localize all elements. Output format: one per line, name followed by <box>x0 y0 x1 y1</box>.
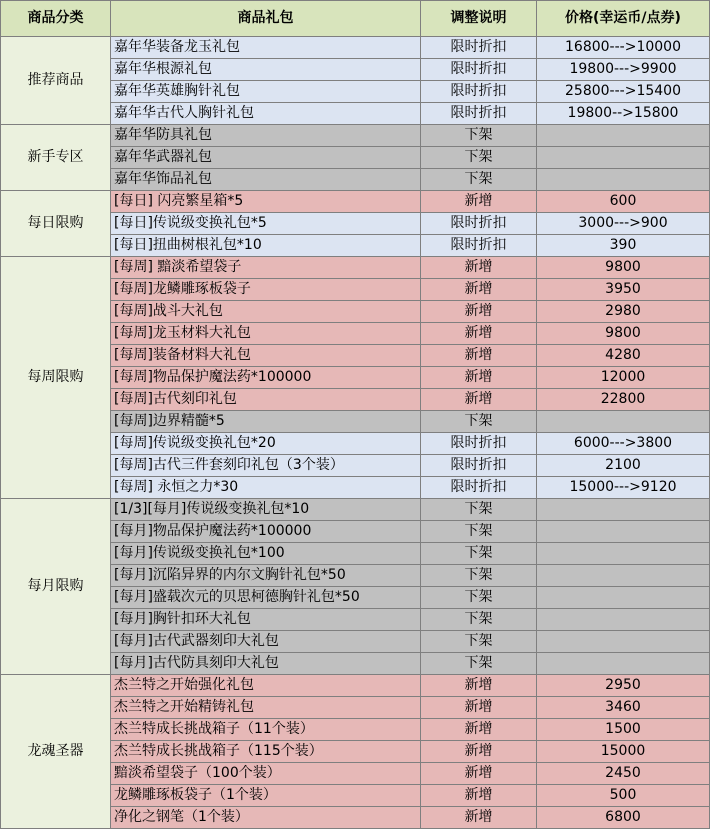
adjustment-note-cell: 新增 <box>421 741 537 763</box>
adjustment-note-cell: 新增 <box>421 257 537 279</box>
price-cell <box>537 499 710 521</box>
package-name-cell: [每月]古代武器刻印大礼包 <box>111 631 421 653</box>
package-name-cell: [每周]龙玉材料大礼包 <box>111 323 421 345</box>
adjustment-note-cell: 新增 <box>421 323 537 345</box>
table-body <box>1 37 710 829</box>
adjustment-note-cell: 新增 <box>421 763 537 785</box>
adjustment-note-cell: 限时折扣 <box>421 433 537 455</box>
header-note: 调整说明 <box>421 1 537 37</box>
package-name-cell: [每日] 闪亮繁星箱*5 <box>111 191 421 213</box>
price-cell: 19800--->9900 <box>537 59 710 81</box>
category-cell: 每月限购 <box>1 499 111 675</box>
package-name-cell: [每周] 黯淡希望袋子 <box>111 257 421 279</box>
package-name-cell: 嘉年华武器礼包 <box>111 147 421 169</box>
table-row <box>1 257 710 279</box>
adjustment-note-cell: 下架 <box>421 169 537 191</box>
price-cell <box>537 565 710 587</box>
header-category: 商品分类 <box>1 1 111 37</box>
price-cell <box>537 147 710 169</box>
category-cell: 龙魂圣器 <box>1 675 111 829</box>
price-cell <box>537 543 710 565</box>
price-cell: 6000--->3800 <box>537 433 710 455</box>
price-cell: 15000--->9120 <box>537 477 710 499</box>
adjustment-note-cell: 新增 <box>421 345 537 367</box>
package-name-cell: [每周]龙鳞雕琢板袋子 <box>111 279 421 301</box>
price-cell <box>537 631 710 653</box>
price-cell: 25800--->15400 <box>537 81 710 103</box>
package-name-cell: [每周]传说级变换礼包*20 <box>111 433 421 455</box>
adjustment-note-cell: 下架 <box>421 543 537 565</box>
package-name-cell: [每周]装备材料大礼包 <box>111 345 421 367</box>
adjustment-note-cell: 下架 <box>421 587 537 609</box>
adjustment-note-cell: 下架 <box>421 631 537 653</box>
price-cell <box>537 587 710 609</box>
price-cell: 4280 <box>537 345 710 367</box>
price-cell: 12000 <box>537 367 710 389</box>
adjustment-note-cell: 新增 <box>421 389 537 411</box>
price-cell <box>537 653 710 675</box>
adjustment-note-cell: 新增 <box>421 279 537 301</box>
price-cell: 1500 <box>537 719 710 741</box>
price-cell: 16800--->10000 <box>537 37 710 59</box>
package-name-cell: [每周]边界精髓*5 <box>111 411 421 433</box>
price-cell <box>537 609 710 631</box>
package-name-cell: 龙鳞雕琢板袋子（1个装） <box>111 785 421 807</box>
package-name-cell: [每日]扭曲树根礼包*10 <box>111 235 421 257</box>
header-price: 价格(幸运币/点券) <box>537 1 710 37</box>
adjustment-note-cell: 下架 <box>421 565 537 587</box>
adjustment-note-cell: 限时折扣 <box>421 477 537 499</box>
adjustment-note-cell: 限时折扣 <box>421 455 537 477</box>
package-name-cell: [每月]胸针扣环大礼包 <box>111 609 421 631</box>
price-cell: 3950 <box>537 279 710 301</box>
price-cell: 22800 <box>537 389 710 411</box>
package-name-cell: [每日]传说级变换礼包*5 <box>111 213 421 235</box>
package-name-cell: [每月]物品保护魔法药*100000 <box>111 521 421 543</box>
package-name-cell: [1/3][每月]传说级变换礼包*10 <box>111 499 421 521</box>
adjustment-note-cell: 限时折扣 <box>421 59 537 81</box>
price-cell <box>537 411 710 433</box>
adjustment-note-cell: 限时折扣 <box>421 235 537 257</box>
table-row <box>1 191 710 213</box>
price-cell: 19800-->15800 <box>537 103 710 125</box>
price-cell: 2450 <box>537 763 710 785</box>
adjustment-note-cell: 下架 <box>421 521 537 543</box>
package-name-cell: [每月]盛载次元的贝思柯德胸针礼包*50 <box>111 587 421 609</box>
adjustment-note-cell: 新增 <box>421 675 537 697</box>
adjustment-note-cell: 限时折扣 <box>421 103 537 125</box>
price-cell: 9800 <box>537 323 710 345</box>
adjustment-note-cell: 下架 <box>421 499 537 521</box>
adjustment-note-cell: 限时折扣 <box>421 213 537 235</box>
adjustment-note-cell: 新增 <box>421 785 537 807</box>
category-cell: 推荐商品 <box>1 37 111 125</box>
package-name-cell: 杰兰特之开始精铸礼包 <box>111 697 421 719</box>
package-name-cell: [每周] 永恒之力*30 <box>111 477 421 499</box>
package-name-cell: [每月]传说级变换礼包*100 <box>111 543 421 565</box>
adjustment-note-cell: 限时折扣 <box>421 81 537 103</box>
package-name-cell: 杰兰特成长挑战箱子（11个装） <box>111 719 421 741</box>
price-cell: 390 <box>537 235 710 257</box>
price-cell <box>537 125 710 147</box>
package-name-cell: 净化之钢笔（1个装） <box>111 807 421 829</box>
category-cell: 每周限购 <box>1 257 111 499</box>
adjustment-note-cell: 下架 <box>421 609 537 631</box>
adjustment-note-cell: 新增 <box>421 301 537 323</box>
adjustment-note-cell: 新增 <box>421 367 537 389</box>
package-name-cell: 嘉年华装备龙玉礼包 <box>111 37 421 59</box>
adjustment-note-cell: 下架 <box>421 125 537 147</box>
price-cell: 2950 <box>537 675 710 697</box>
package-name-cell: 嘉年华防具礼包 <box>111 125 421 147</box>
table-row <box>1 125 710 147</box>
adjustment-note-cell: 新增 <box>421 697 537 719</box>
table-row <box>1 499 710 521</box>
price-cell: 9800 <box>537 257 710 279</box>
adjustment-note-cell: 新增 <box>421 719 537 741</box>
header-package: 商品礼包 <box>111 1 421 37</box>
price-cell: 15000 <box>537 741 710 763</box>
adjustment-note-cell: 限时折扣 <box>421 37 537 59</box>
price-cell: 3000--->900 <box>537 213 710 235</box>
adjustment-note-cell: 新增 <box>421 807 537 829</box>
price-cell: 2100 <box>537 455 710 477</box>
price-cell: 500 <box>537 785 710 807</box>
package-name-cell: 杰兰特之开始强化礼包 <box>111 675 421 697</box>
adjustment-note-cell: 下架 <box>421 147 537 169</box>
package-name-cell: [每周]古代刻印礼包 <box>111 389 421 411</box>
adjustment-note-cell: 下架 <box>421 411 537 433</box>
package-name-cell: 嘉年华饰品礼包 <box>111 169 421 191</box>
price-cell: 2980 <box>537 301 710 323</box>
table-row <box>1 37 710 59</box>
price-cell <box>537 169 710 191</box>
package-name-cell: 杰兰特成长挑战箱子（115个装） <box>111 741 421 763</box>
table-row <box>1 675 710 697</box>
package-name-cell: 嘉年华英雄胸针礼包 <box>111 81 421 103</box>
package-name-cell: [每月]沉陷异界的内尔文胸针礼包*50 <box>111 565 421 587</box>
category-cell: 每日限购 <box>1 191 111 257</box>
package-name-cell: 嘉年华根源礼包 <box>111 59 421 81</box>
category-cell: 新手专区 <box>1 125 111 191</box>
package-name-cell: [每周]物品保护魔法药*100000 <box>111 367 421 389</box>
package-name-cell: 黯淡希望袋子（100个装） <box>111 763 421 785</box>
package-name-cell: 嘉年华古代人胸针礼包 <box>111 103 421 125</box>
price-cell: 6800 <box>537 807 710 829</box>
adjustment-note-cell: 新增 <box>421 191 537 213</box>
price-cell: 600 <box>537 191 710 213</box>
table-header-row <box>1 1 710 37</box>
adjustment-note-cell: 下架 <box>421 653 537 675</box>
price-cell <box>537 521 710 543</box>
package-name-cell: [每周]古代三件套刻印礼包（3个装） <box>111 455 421 477</box>
package-name-cell: [每月]古代防具刻印大礼包 <box>111 653 421 675</box>
price-cell: 3460 <box>537 697 710 719</box>
package-name-cell: [每周]战斗大礼包 <box>111 301 421 323</box>
